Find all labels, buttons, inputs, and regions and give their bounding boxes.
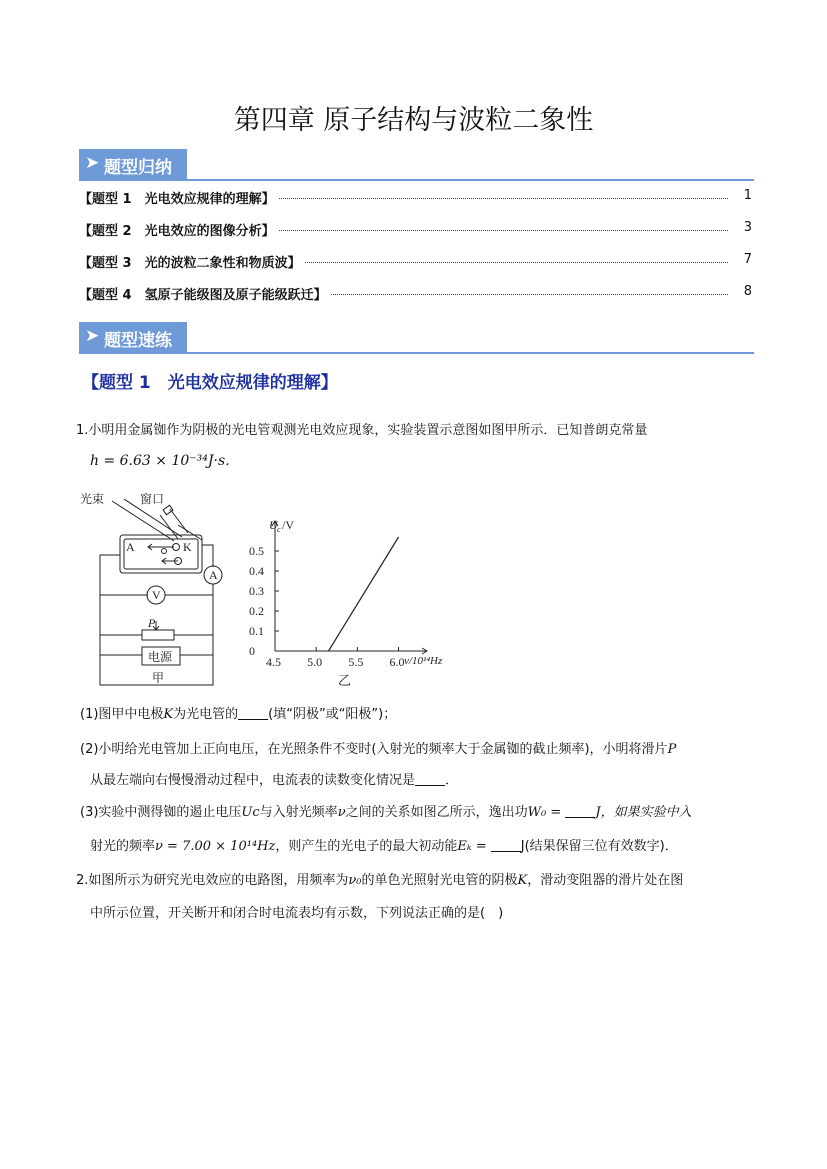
- rheostat: [142, 630, 174, 640]
- var-nu: ν: [337, 805, 346, 820]
- part-text: ，滑动变阻器的滑片处在图: [527, 873, 684, 888]
- question-1-part-2-line-2: [90, 771, 458, 791]
- x-axis-label: ν/10¹⁴Hz: [404, 655, 443, 667]
- var-Uc: Uc: [241, 805, 260, 820]
- label-cathode: K: [183, 540, 192, 554]
- section-header-practice: [79, 322, 754, 354]
- part-text: 射光的频率: [90, 839, 156, 854]
- label-source: 电源: [148, 650, 173, 664]
- arrow-icon: ➤: [85, 153, 100, 173]
- answer-blank[interactable]: [238, 705, 268, 720]
- label-voltmeter: V: [152, 588, 161, 602]
- part-text: 与入射光频率: [259, 805, 338, 820]
- y-tick-label: 0.1: [249, 624, 264, 638]
- part-text: J(结果保留三位有效数字)．: [520, 839, 678, 854]
- part-text: (2)小明给光电管加上正向电压，在光照条件不变时(入射光的频率大于金属铷的截止频率)，小明将滑片: [80, 742, 668, 757]
- y-tick-label: 0: [249, 644, 255, 658]
- part-text: (3)实验中测得铷的遏止电压: [80, 805, 242, 820]
- section-header-summary: [79, 149, 754, 181]
- toc-page: 1: [743, 188, 752, 203]
- part-text: J，如果实验中入: [595, 805, 692, 820]
- part-text: 2.如图所示为研究光电效应的电路图，用频率为: [76, 873, 349, 888]
- var-K: K: [517, 873, 528, 888]
- figure-apparatus: [78, 485, 234, 688]
- var-K: K: [163, 707, 174, 722]
- label-anode: A: [126, 540, 135, 554]
- toc-label[interactable]: 【题型 3 光的波粒二象性和物质波】: [79, 252, 305, 271]
- part-text: 从最左端向右慢慢滑动过程中，电流表的读数变化情况是: [90, 773, 416, 788]
- caption-b: 乙: [338, 673, 352, 688]
- x-tick-label: 5.0: [307, 655, 323, 669]
- toc-entry-2[interactable]: [79, 220, 754, 240]
- planck-constant: h = 6.63 × 10⁻³⁴J·s．: [90, 453, 240, 469]
- toc-page: 3: [743, 220, 752, 235]
- part-text: 为光电管的: [173, 707, 239, 722]
- section-label: 题型归纳: [104, 158, 172, 178]
- question-1-part-3-line-2: [90, 837, 678, 857]
- label-beam: 光束: [80, 492, 105, 506]
- answer-blank[interactable]: [565, 803, 595, 818]
- y-axis-label: U: [269, 518, 278, 532]
- y-tick-label: 0.5: [249, 544, 264, 558]
- y-axis-label-sub: c: [277, 525, 281, 534]
- part-text: 的单色光照射光电管的阴极: [361, 873, 518, 888]
- toc-label[interactable]: 【题型 2 光电效应的图像分析】: [79, 220, 279, 239]
- label-slider: P: [148, 616, 156, 630]
- y-tick-label: 0.3: [249, 584, 264, 598]
- series-line: [329, 537, 399, 651]
- part-text: ．: [445, 773, 459, 788]
- question-1-stem: 1.小明用金属铷作为阴极的光电管观测光电效应现象，实验装置示意图如图甲所示．已知普朗克常量: [76, 423, 648, 438]
- y-axis-unit: /V: [282, 518, 294, 532]
- label-ammeter: A: [209, 568, 218, 582]
- var-Ek: Eₖ =: [457, 839, 487, 854]
- answer-blank[interactable]: [491, 837, 521, 852]
- question-1-part-3: [80, 803, 692, 823]
- var-W0: W₀ =: [527, 805, 562, 820]
- y-tick-label: 0.2: [249, 604, 264, 618]
- part-text: ，则产生的光电子的最大初动能: [275, 839, 458, 854]
- toc-page: 7: [743, 252, 752, 267]
- answer-blank[interactable]: [415, 771, 445, 786]
- x-tick-label: 4.5: [266, 655, 281, 669]
- page-title: 第四章 原子结构与波粒二象性: [233, 105, 594, 136]
- caption-a: 甲: [152, 671, 165, 685]
- y-tick-label: 0.4: [249, 564, 264, 578]
- toc-entry-3[interactable]: [79, 252, 754, 272]
- question-2-line-1: [76, 871, 683, 891]
- x-tick-label: 5.5: [348, 655, 364, 669]
- part-text: (填“阴极”或“阳极”)；: [268, 707, 397, 722]
- question-1-part-2: [80, 740, 676, 760]
- label-window: 窗口: [140, 492, 165, 506]
- toc-entry-1[interactable]: [79, 188, 754, 208]
- topic-heading: 【题型 1 光电效应规律的理解】: [82, 373, 338, 393]
- part-text: 之间的关系如图乙所示，逸出功: [345, 805, 528, 820]
- figure-chart: [240, 515, 460, 690]
- toc-label[interactable]: 【题型 1 光电效应规律的理解】: [79, 188, 279, 207]
- question-2-line-2: 中所示位置，开关断开和闭合时电流表均有示数，下列说法正确的是( ): [90, 906, 504, 921]
- x-tick-label: 6.0: [389, 655, 405, 669]
- question-1-part-1: [80, 705, 396, 725]
- toc-label[interactable]: 【题型 4 氢原子能级图及原子能级跃迁】: [79, 284, 331, 303]
- arrow-icon: ➤: [85, 326, 100, 346]
- section-label: 题型速练: [104, 331, 172, 351]
- toc-entry-4[interactable]: [79, 284, 754, 304]
- var-P: P: [667, 742, 677, 757]
- var-frequency: ν = 7.00 × 10¹⁴Hz: [155, 839, 276, 854]
- toc-page: 8: [743, 284, 752, 299]
- part-text: (1)图甲中电极: [80, 707, 164, 722]
- var-nu0: ν₀: [348, 873, 362, 888]
